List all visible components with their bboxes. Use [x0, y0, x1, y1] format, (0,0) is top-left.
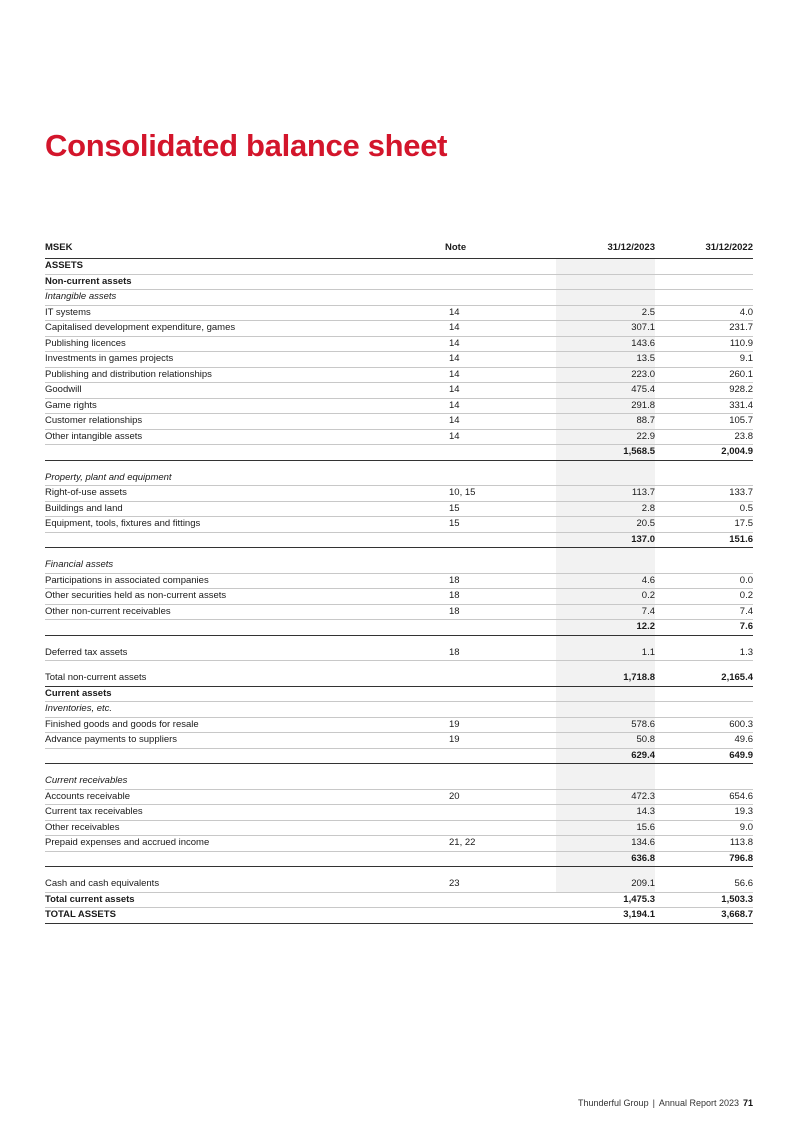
- row-label: Property, plant and equipment: [45, 471, 445, 486]
- row-label: Publishing licences: [45, 336, 445, 352]
- row-note: 14: [445, 367, 511, 383]
- value-2022: 0.2: [655, 589, 753, 605]
- table-row: [45, 717, 753, 733]
- row-note: 20: [445, 789, 511, 805]
- value-2022: [655, 558, 753, 573]
- balance-sheet-table-wrapper: [45, 238, 753, 924]
- row-note: [445, 851, 511, 867]
- row-label: Current tax receivables: [45, 805, 445, 821]
- value-2023: 629.4: [511, 748, 655, 764]
- value-2022: [655, 259, 753, 275]
- row-label: Other receivables: [45, 820, 445, 836]
- subtotal-row: [45, 671, 753, 686]
- spacer-row: [45, 635, 753, 646]
- value-2023: 475.4: [511, 383, 655, 399]
- subtotal-row: [45, 748, 753, 764]
- value-2022: 133.7: [655, 486, 753, 502]
- footer-company: Thunderful Group: [578, 1098, 649, 1108]
- spacer-row: [45, 661, 753, 672]
- value-2023: 12.2: [511, 620, 655, 636]
- balance-sheet-table: [45, 238, 753, 924]
- row-label: Publishing and distribution relationships: [45, 367, 445, 383]
- table-row: [45, 702, 753, 718]
- table-header-row: [45, 238, 753, 259]
- value-2022: 654.6: [655, 789, 753, 805]
- row-label: [45, 445, 445, 461]
- value-2023: 472.3: [511, 789, 655, 805]
- row-label: [45, 851, 445, 867]
- row-label: Total non-current assets: [45, 671, 445, 686]
- row-label: Advance payments to suppliers: [45, 733, 445, 749]
- value-2022: 0.5: [655, 501, 753, 517]
- row-note: 15: [445, 501, 511, 517]
- value-2022: 796.8: [655, 851, 753, 867]
- value-2022: 56.6: [655, 877, 753, 892]
- value-2023: 2.5: [511, 305, 655, 321]
- spacer-row: [45, 548, 753, 559]
- value-2022: 7.6: [655, 620, 753, 636]
- subtotal-row: [45, 532, 753, 548]
- value-2022: 600.3: [655, 717, 753, 733]
- value-2022: 331.4: [655, 398, 753, 414]
- table-row: [45, 733, 753, 749]
- row-note: 19: [445, 733, 511, 749]
- value-2023: [511, 702, 655, 718]
- subtotal-row: [45, 445, 753, 461]
- row-label: Finished goods and goods for resale: [45, 717, 445, 733]
- value-2022: 49.6: [655, 733, 753, 749]
- value-2022: 23.8: [655, 429, 753, 445]
- spacer-row: [45, 764, 753, 775]
- page-number: 71: [742, 1098, 753, 1108]
- row-note: [445, 820, 511, 836]
- header-note: Note: [445, 238, 511, 259]
- value-2022: [655, 702, 753, 718]
- subtotal-row: [45, 620, 753, 636]
- row-note: [445, 908, 511, 924]
- value-2023: 50.8: [511, 733, 655, 749]
- value-2022: 2,004.9: [655, 445, 753, 461]
- value-2023: 2.8: [511, 501, 655, 517]
- value-2023: 4.6: [511, 573, 655, 589]
- value-2023: 636.8: [511, 851, 655, 867]
- value-2023: [511, 290, 655, 306]
- row-label: Intangible assets: [45, 290, 445, 306]
- table-row: [45, 321, 753, 337]
- value-2023: 143.6: [511, 336, 655, 352]
- value-2022: 649.9: [655, 748, 753, 764]
- value-2022: [655, 686, 753, 702]
- footer-report: Annual Report 2023: [658, 1098, 739, 1108]
- row-note: [445, 671, 511, 686]
- table-row: [45, 517, 753, 533]
- value-2022: 3,668.7: [655, 908, 753, 924]
- table-row: [45, 774, 753, 789]
- table-row: [45, 486, 753, 502]
- row-label: Other non-current receivables: [45, 604, 445, 620]
- row-label: Current receivables: [45, 774, 445, 789]
- value-2023: 1,718.8: [511, 671, 655, 686]
- value-2023: [511, 686, 655, 702]
- table-row: [45, 352, 753, 368]
- header-msek: MSEK: [45, 238, 445, 259]
- value-2023: 113.7: [511, 486, 655, 502]
- table-row: [45, 367, 753, 383]
- value-2023: 13.5: [511, 352, 655, 368]
- value-2022: 105.7: [655, 414, 753, 430]
- row-note: [445, 686, 511, 702]
- row-label: Right-of-use assets: [45, 486, 445, 502]
- value-2022: 19.3: [655, 805, 753, 821]
- row-note: 15: [445, 517, 511, 533]
- spacer-row: [45, 460, 753, 471]
- value-2023: 88.7: [511, 414, 655, 430]
- row-note: 14: [445, 352, 511, 368]
- value-2023: 0.2: [511, 589, 655, 605]
- value-2023: [511, 471, 655, 486]
- row-note: 14: [445, 383, 511, 399]
- row-note: [445, 748, 511, 764]
- row-label: Prepaid expenses and accrued income: [45, 836, 445, 852]
- row-note: [445, 558, 511, 573]
- table-row: [45, 274, 753, 290]
- value-2023: [511, 774, 655, 789]
- value-2023: [511, 274, 655, 290]
- table-row: [45, 604, 753, 620]
- table-body: [45, 259, 753, 924]
- row-note: 23: [445, 877, 511, 892]
- value-2023: 1.1: [511, 646, 655, 661]
- row-label: [45, 532, 445, 548]
- row-note: 14: [445, 336, 511, 352]
- row-note: [445, 274, 511, 290]
- value-2022: 110.9: [655, 336, 753, 352]
- row-label: Other intangible assets: [45, 429, 445, 445]
- footer-separator: |: [652, 1098, 655, 1108]
- row-label: Buildings and land: [45, 501, 445, 517]
- table-row: [45, 558, 753, 573]
- table-row: [45, 573, 753, 589]
- table-row: [45, 429, 753, 445]
- table-row: [45, 259, 753, 275]
- table-row: [45, 305, 753, 321]
- row-label: Deferred tax assets: [45, 646, 445, 661]
- value-2022: [655, 290, 753, 306]
- value-2022: 17.5: [655, 517, 753, 533]
- row-note: 14: [445, 398, 511, 414]
- table-row: [45, 336, 753, 352]
- row-note: 14: [445, 414, 511, 430]
- spacer-row: [45, 867, 753, 878]
- row-note: [445, 805, 511, 821]
- value-2023: 291.8: [511, 398, 655, 414]
- table-row: [45, 908, 753, 924]
- value-2023: [511, 558, 655, 573]
- value-2023: 137.0: [511, 532, 655, 548]
- value-2023: 209.1: [511, 877, 655, 892]
- row-note: [445, 445, 511, 461]
- value-2023: 3,194.1: [511, 908, 655, 924]
- row-label: Total current assets: [45, 892, 445, 908]
- value-2023: 223.0: [511, 367, 655, 383]
- value-2023: 578.6: [511, 717, 655, 733]
- value-2022: 928.2: [655, 383, 753, 399]
- row-note: [445, 702, 511, 718]
- header-2023: 31/12/2023: [511, 238, 655, 259]
- row-label: Capitalised development expenditure, games: [45, 321, 445, 337]
- table-row: [45, 805, 753, 821]
- value-2022: 7.4: [655, 604, 753, 620]
- table-row: [45, 290, 753, 306]
- page-title: Consolidated balance sheet: [45, 128, 448, 163]
- value-2022: 9.0: [655, 820, 753, 836]
- row-note: [445, 259, 511, 275]
- row-label: Non-current assets: [45, 274, 445, 290]
- header-2022: 31/12/2022: [655, 238, 753, 259]
- table-row: [45, 686, 753, 702]
- value-2022: 1,503.3: [655, 892, 753, 908]
- value-2023: 1,568.5: [511, 445, 655, 461]
- row-label: Participations in associated companies: [45, 573, 445, 589]
- value-2022: 2,165.4: [655, 671, 753, 686]
- table-row: [45, 471, 753, 486]
- row-note: 14: [445, 321, 511, 337]
- value-2022: 231.7: [655, 321, 753, 337]
- value-2022: [655, 774, 753, 789]
- value-2022: 9.1: [655, 352, 753, 368]
- row-note: 18: [445, 573, 511, 589]
- row-label: [45, 620, 445, 636]
- value-2023: 22.9: [511, 429, 655, 445]
- table-row: [45, 877, 753, 892]
- row-label: Inventories, etc.: [45, 702, 445, 718]
- table-row: [45, 789, 753, 805]
- table-row: [45, 501, 753, 517]
- row-note: [445, 290, 511, 306]
- subtotal-row: [45, 851, 753, 867]
- row-note: [445, 471, 511, 486]
- value-2022: 113.8: [655, 836, 753, 852]
- value-2022: 260.1: [655, 367, 753, 383]
- value-2022: [655, 274, 753, 290]
- row-label: Cash and cash equivalents: [45, 877, 445, 892]
- value-2023: 307.1: [511, 321, 655, 337]
- row-note: [445, 774, 511, 789]
- table-row: [45, 646, 753, 661]
- value-2023: 20.5: [511, 517, 655, 533]
- value-2022: 4.0: [655, 305, 753, 321]
- row-label: ASSETS: [45, 259, 445, 275]
- row-note: 18: [445, 604, 511, 620]
- table-row: [45, 892, 753, 908]
- row-note: [445, 620, 511, 636]
- table-row: [45, 820, 753, 836]
- table-row: [45, 383, 753, 399]
- page-footer: [578, 1098, 753, 1108]
- value-2023: 1,475.3: [511, 892, 655, 908]
- row-note: 18: [445, 646, 511, 661]
- value-2023: 134.6: [511, 836, 655, 852]
- row-label: TOTAL ASSETS: [45, 908, 445, 924]
- row-note: [445, 532, 511, 548]
- table-row: [45, 414, 753, 430]
- row-label: [45, 748, 445, 764]
- row-label: Equipment, tools, fixtures and fittings: [45, 517, 445, 533]
- row-label: Game rights: [45, 398, 445, 414]
- value-2022: [655, 471, 753, 486]
- table-row: [45, 836, 753, 852]
- row-note: [445, 892, 511, 908]
- row-label: IT systems: [45, 305, 445, 321]
- row-label: Investments in games projects: [45, 352, 445, 368]
- row-label: Financial assets: [45, 558, 445, 573]
- row-label: Goodwill: [45, 383, 445, 399]
- row-note: 18: [445, 589, 511, 605]
- value-2023: 7.4: [511, 604, 655, 620]
- row-note: 19: [445, 717, 511, 733]
- value-2022: 1.3: [655, 646, 753, 661]
- value-2023: 14.3: [511, 805, 655, 821]
- value-2023: 15.6: [511, 820, 655, 836]
- row-label: Accounts receivable: [45, 789, 445, 805]
- row-note: 21, 22: [445, 836, 511, 852]
- row-note: 14: [445, 305, 511, 321]
- value-2023: [511, 259, 655, 275]
- table-row: [45, 398, 753, 414]
- row-note: 14: [445, 429, 511, 445]
- row-label: Other securities held as non-current assets: [45, 589, 445, 605]
- table-row: [45, 589, 753, 605]
- row-label: Customer relationships: [45, 414, 445, 430]
- row-label: Current assets: [45, 686, 445, 702]
- value-2022: 0.0: [655, 573, 753, 589]
- row-note: 10, 15: [445, 486, 511, 502]
- value-2022: 151.6: [655, 532, 753, 548]
